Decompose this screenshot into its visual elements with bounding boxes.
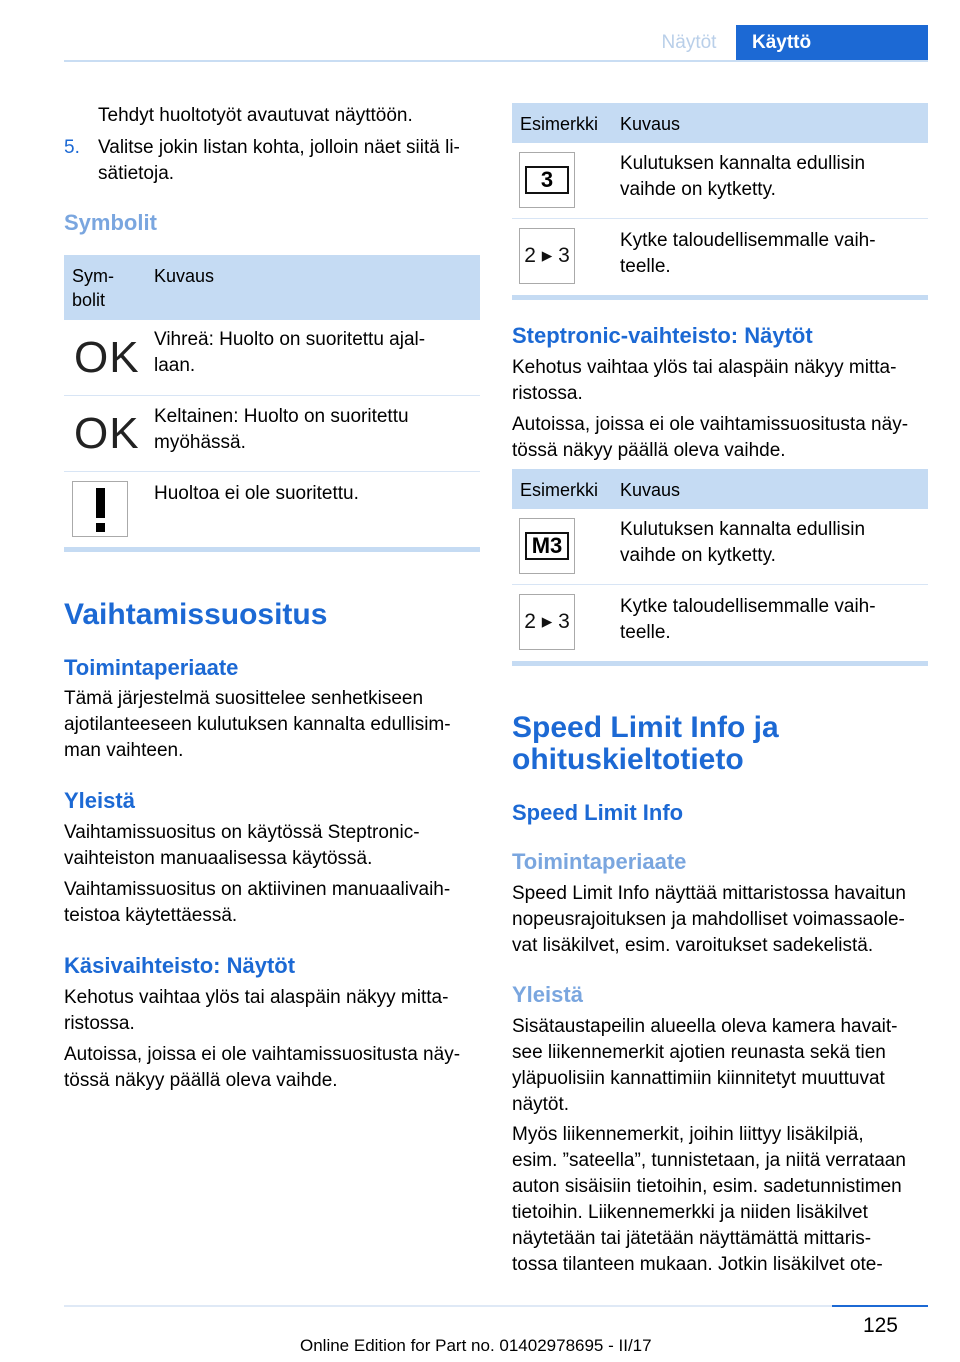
steptronic-heading: Steptronic-vaihteisto: Näytöt xyxy=(512,323,813,348)
paragraph-line: esim. ”sateella”, tunnistetaan, ja niitä verrataan xyxy=(512,1150,906,1171)
exclamation-icon xyxy=(72,481,128,537)
header-tab-displays[interactable]: Näytöt xyxy=(661,32,717,53)
paragraph-line: tossa tilanteen mukaan. Jotkin lisäkilvet ote‐ xyxy=(512,1254,883,1275)
paragraph-line: vat lisäkilvet, esim. varoitukset sadekelistä. xyxy=(512,935,874,956)
paragraph-line: näytetään tai jätetään näyttämättä mittaris‐ xyxy=(512,1228,872,1249)
ok-green-icon: OK xyxy=(74,333,140,382)
sli-general-heading: Yleistä xyxy=(512,982,583,1007)
table-cell-desc: Keltainen: Huolto on suoritettu xyxy=(154,406,409,427)
step-text-line2: sätietoja. xyxy=(98,163,175,184)
row-divider xyxy=(64,471,480,472)
table-end-bar xyxy=(64,547,480,552)
paragraph-line: tössä näkyy päällä oleva vaihde. xyxy=(512,440,786,461)
paragraph-line: Speed Limit Info näyttää mittaristossa havaitun xyxy=(512,883,906,904)
step-number: 5. xyxy=(64,137,80,158)
table-cell-desc: Kulutuksen kannalta edullisin xyxy=(620,519,866,540)
paragraph-line: see liikennemerkit ajotien reunasta sekä tien xyxy=(512,1042,886,1063)
step-text-line1: Valitse jokin listan kohta, jolloin näet siitä li‐ xyxy=(98,137,460,158)
table-cell-desc: Vihreä: Huolto on suoritettu ajal‐ xyxy=(154,329,426,350)
shift-up-icon: 2 ▸ 3 xyxy=(519,594,575,650)
example-table-header xyxy=(512,103,928,143)
col-header-example: Esimerkki xyxy=(520,114,599,134)
paragraph-line: Myös liikennemerkit, joihin liittyy lisäkilpiä, xyxy=(512,1124,864,1145)
example-table-header xyxy=(512,469,928,509)
col-header-symbols-l1: Sym‐ xyxy=(72,266,114,286)
paragraph-line: tössä näkyy päällä oleva vaihde. xyxy=(64,1070,338,1091)
symbols-heading: Symbolit xyxy=(64,210,157,235)
table-cell-desc: Kulutuksen kannalta edullisin xyxy=(620,153,866,174)
edition-footer: Online Edition for Part no. 01402978695 - II/17 xyxy=(300,1336,652,1355)
table-cell-desc: vaihde on kytketty. xyxy=(620,179,776,200)
row-divider xyxy=(512,584,928,585)
paragraph-line: man vaihteen. xyxy=(64,740,184,761)
paragraph-line: ajotilanteeseen kulutuksen kannalta edullisim‐ xyxy=(64,714,451,735)
header-divider xyxy=(64,60,928,62)
table-cell-desc: myöhässä. xyxy=(154,432,246,453)
paragraph-line: auton sisäisiin tietoihin, esim. sadetunnistimen xyxy=(512,1176,902,1197)
table-end-bar xyxy=(512,295,928,300)
row-divider xyxy=(512,218,928,219)
paragraph-line: Autoissa, joissa ei ole vaihtamissuositusta näy‐ xyxy=(512,414,909,435)
paragraph-line: yläpuolisiin kannattimiin kiinnitetyt muuttuvat xyxy=(512,1068,885,1089)
paragraph-line: näytöt. xyxy=(512,1094,570,1115)
table-cell-desc: Kytke taloudellisemmalle vaih‐ xyxy=(620,230,876,251)
table-cell-desc: Kytke taloudellisemmalle vaih‐ xyxy=(620,596,876,617)
paragraph-line: Kehotus vaihtaa ylös tai alaspäin näkyy mitta‐ xyxy=(512,357,897,378)
page-number: 125 xyxy=(862,1314,898,1337)
paragraph-line: ristossa. xyxy=(64,1013,135,1034)
paragraph-line: nopeusrajoituksen ja mahdolliset voimassaole‐ xyxy=(512,909,905,930)
gear-m3-icon: M3 xyxy=(519,518,575,574)
paragraph-line: ristossa. xyxy=(512,383,583,404)
paragraph-line: teistoa käytettäessä. xyxy=(64,905,238,926)
paragraph-line: Tämä järjestelmä suosittelee senhetkiseen xyxy=(64,688,424,709)
shift-up-icon: 2 ▸ 3 xyxy=(519,228,575,284)
paragraph-line: tietoihin. Liikennemerkki ja niiden lisäkilvet xyxy=(512,1202,868,1223)
table-cell-desc: laan. xyxy=(154,355,196,376)
manual-transmission-heading: Käsivaihteisto: Näytöt xyxy=(64,953,296,978)
paragraph-line: vaihteiston manuaalisessa käytössä. xyxy=(64,848,373,869)
gear-3-icon: 3 xyxy=(519,152,575,208)
col-header-description: Kuvaus xyxy=(154,266,215,286)
header-tab-operation[interactable]: Käyttö xyxy=(736,25,928,60)
table-cell-desc: Huoltoa ei ole suoritettu. xyxy=(154,483,359,504)
table-cell-desc: teelle. xyxy=(620,622,671,643)
general-heading: Yleistä xyxy=(64,788,135,813)
paragraph-line: Vaihtamissuositus on käytössä Steptronic- xyxy=(64,822,420,843)
footer-accent xyxy=(832,1305,928,1307)
step-continuation: Tehdyt huoltotyöt avautuvat näyttöön. xyxy=(98,105,413,126)
col-header-description: Kuvaus xyxy=(620,480,681,500)
paragraph-line: Autoissa, joissa ei ole vaihtamissuositusta näy‐ xyxy=(64,1044,461,1065)
speed-limit-heading-l1: Speed Limit Info ja xyxy=(512,711,779,744)
table-cell-desc: vaihde on kytketty. xyxy=(620,545,776,566)
principle-heading: Toimintaperiaate xyxy=(64,655,239,680)
symbols-table-header xyxy=(64,255,480,320)
table-end-bar xyxy=(512,661,928,666)
sli-heading: Speed Limit Info xyxy=(512,800,684,825)
row-divider xyxy=(64,395,480,396)
sli-principle-heading: Toimintaperiaate xyxy=(512,849,687,874)
speed-limit-heading-l2: ohituskieltotieto xyxy=(512,743,744,776)
col-header-example: Esimerkki xyxy=(520,480,599,500)
main-heading: Vaihtamissuositus xyxy=(64,598,328,631)
paragraph-line: Kehotus vaihtaa ylös tai alaspäin näkyy mitta‐ xyxy=(64,987,449,1008)
table-cell-desc: teelle. xyxy=(620,256,671,277)
paragraph-line: Vaihtamissuositus on aktiivinen manuaalivaih‐ xyxy=(64,879,451,900)
footer-divider xyxy=(64,1305,928,1307)
ok-yellow-icon: OK xyxy=(74,409,140,458)
col-header-symbols-l2: bolit xyxy=(72,290,106,310)
col-header-description: Kuvaus xyxy=(620,114,681,134)
paragraph-line: Sisätaustapeilin alueella oleva kamera havait‐ xyxy=(512,1016,898,1037)
